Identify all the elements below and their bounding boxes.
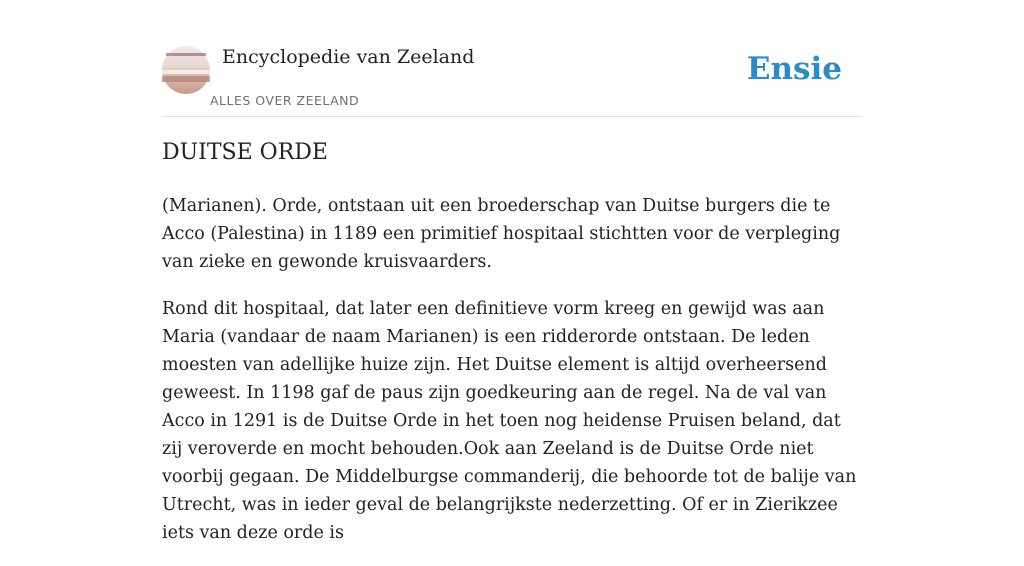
article-body: [162, 192, 862, 566]
article-paragraph: Rond dit hospitaal, dat later een definitieve vorm kreeg en gewijd was aan Maria (vandaar de naam Marianen) is een ridderorde ontstaan. De leden moesten van adellijke huize zijn. Het Duitse element is altijd overheersend geweest. In 1198 gaf de paus zijn goedkeuring aan de regel. Na de val van Acco in 1291 is de Duitse Orde in het toen nog heidense Pruisen beland, dat zij veroverde en mocht behouden.Ook aan Zeeland is de Duitse Orde niet voorbij gegaan. De Middelburgse commanderij, die behoorde tot de balije van Utrecht, was in ieder geval de belangrijkste nederzetting. Of er in Zierikzee iets van deze orde is: [162, 299, 857, 543]
avatar-detail: [162, 70, 210, 74]
article-title: DUITSE ORDE: [162, 140, 328, 165]
site-tagline: ALLES OVER ZEELAND: [210, 93, 360, 108]
avatar-detail: [166, 53, 206, 56]
book-image-icon[interactable]: [162, 46, 210, 94]
brand-logo-link[interactable]: Ensie: [746, 51, 842, 87]
site-header: [162, 0, 862, 117]
avatar-detail: [162, 76, 210, 82]
site-title[interactable]: Encyclopedie van Zeeland: [222, 46, 475, 68]
article-paragraph: (Marianen). Orde, ontstaan uit een broederschap van Duitse burgers die te Acco (Palestina) in 1189 een primitief hospitaal stichtten voor de verpleging van zieke en gewonde kruisvaarders.: [162, 196, 841, 272]
